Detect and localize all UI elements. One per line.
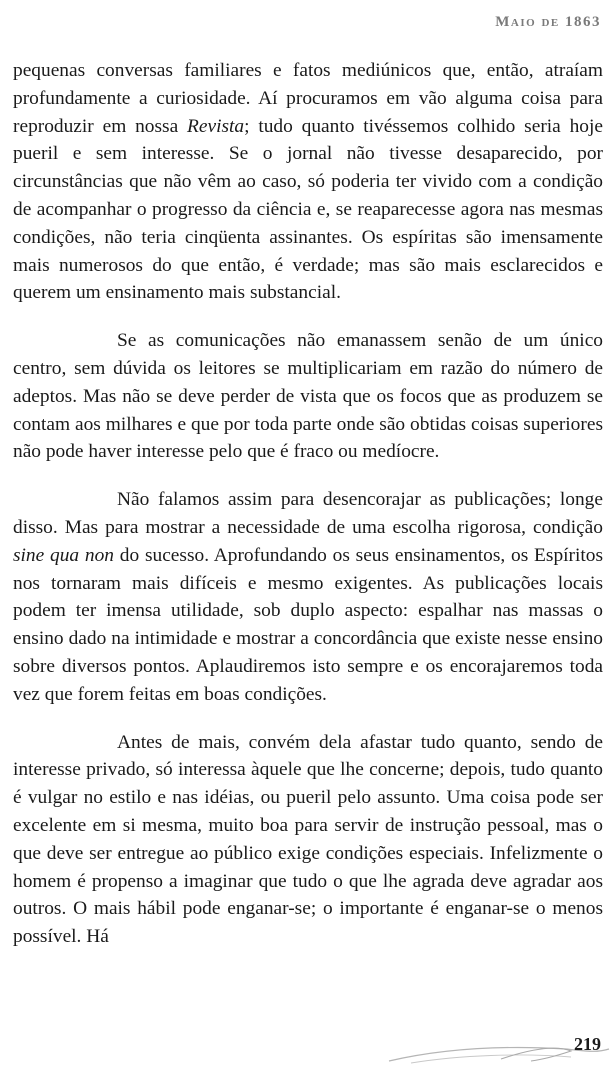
paragraph-4 [13,729,603,951]
paragraph-2 [13,327,603,466]
paragraph-3-part-2: do sucesso. Aprofundando os seus ensinamentos, os Espíritos nos tornaram mais difíceis e mesmo exigentes. As publicações locais podem ter imensa utilidade, sob duplo aspecto: espalhar nas massas o ensino dado na intimidade e mostrar a concordância que existe nesse ensino sobre diversos pontos. Aplaudiremos isto sempre e os encorajaremos toda vez que forem feitas em boas condições. [13,544,603,705]
paragraph-1-part-1: pequenas conversas familiares e fatos mediúnicos que, então, atraíam profundamente a curiosidade. Aí procuramos em vão alguma coisa para reproduzir em nossa [13,60,603,137]
paragraph-3-part-1: Não falamos assim para desencorajar as publicações; longe disso. Mas para mostrar a necessidade de uma escolha rigorosa, condição [13,489,603,538]
page-number: 219 [574,1034,601,1054]
paragraph-3-italic-latin: sine qua non [13,544,114,566]
body-text [13,57,603,951]
paragraph-1-part-2: ; tudo quanto tivéssemos colhido seria hoje pueril e sem interesse. Se o jornal não tivesse desaparecido, por circunstâncias que não vêm ao caso, só poderia ter vivido com a condição de acompanhar o progresso da ciência e, se reaparecesse agora nas mesmas condições, não teria cinqüenta assinantes. Os espíritas são imensamente mais numerosos do que então, é verdade; mas são mais esclarecidos e querem um ensinamento mais substancial. [13,115,603,304]
running-header: Maio de 1863 [495,14,601,30]
paragraph-2-text: Se as comunicações não emanassem senão de um único centro, sem dúvida os leitores se multiplicariam em razão do número de adeptos. Mas não se deve perder de vista que os focos que as produzem se contam aos milhares e que por toda parte onde são obtidas coisas superiores não pode haver interesse pelo que é fraco ou medíocre. [13,330,603,463]
paragraph-4-text: Antes de mais, convém dela afastar tudo quanto, sendo de interesse privado, só interessa àquele que lhe concerne; depois, tudo quanto é vulgar no estilo e nas idéias, ou pueril pelo assunto. Uma coisa pode ser excelente em si mesma, muito boa para servir de instrução pessoal, mas o que deve ser entregue ao público exige condições especiais. Infelizmente o homem é propenso a imaginar que tudo o que lhe agrada deve agradar aos outros. O mais hábil pode enganar-se; o importante é enganar-se o menos possível. Há [13,731,603,948]
paragraph-1-italic-revista: Revista [187,115,245,137]
paragraph-1 [13,57,603,307]
paragraph-3 [13,486,603,708]
